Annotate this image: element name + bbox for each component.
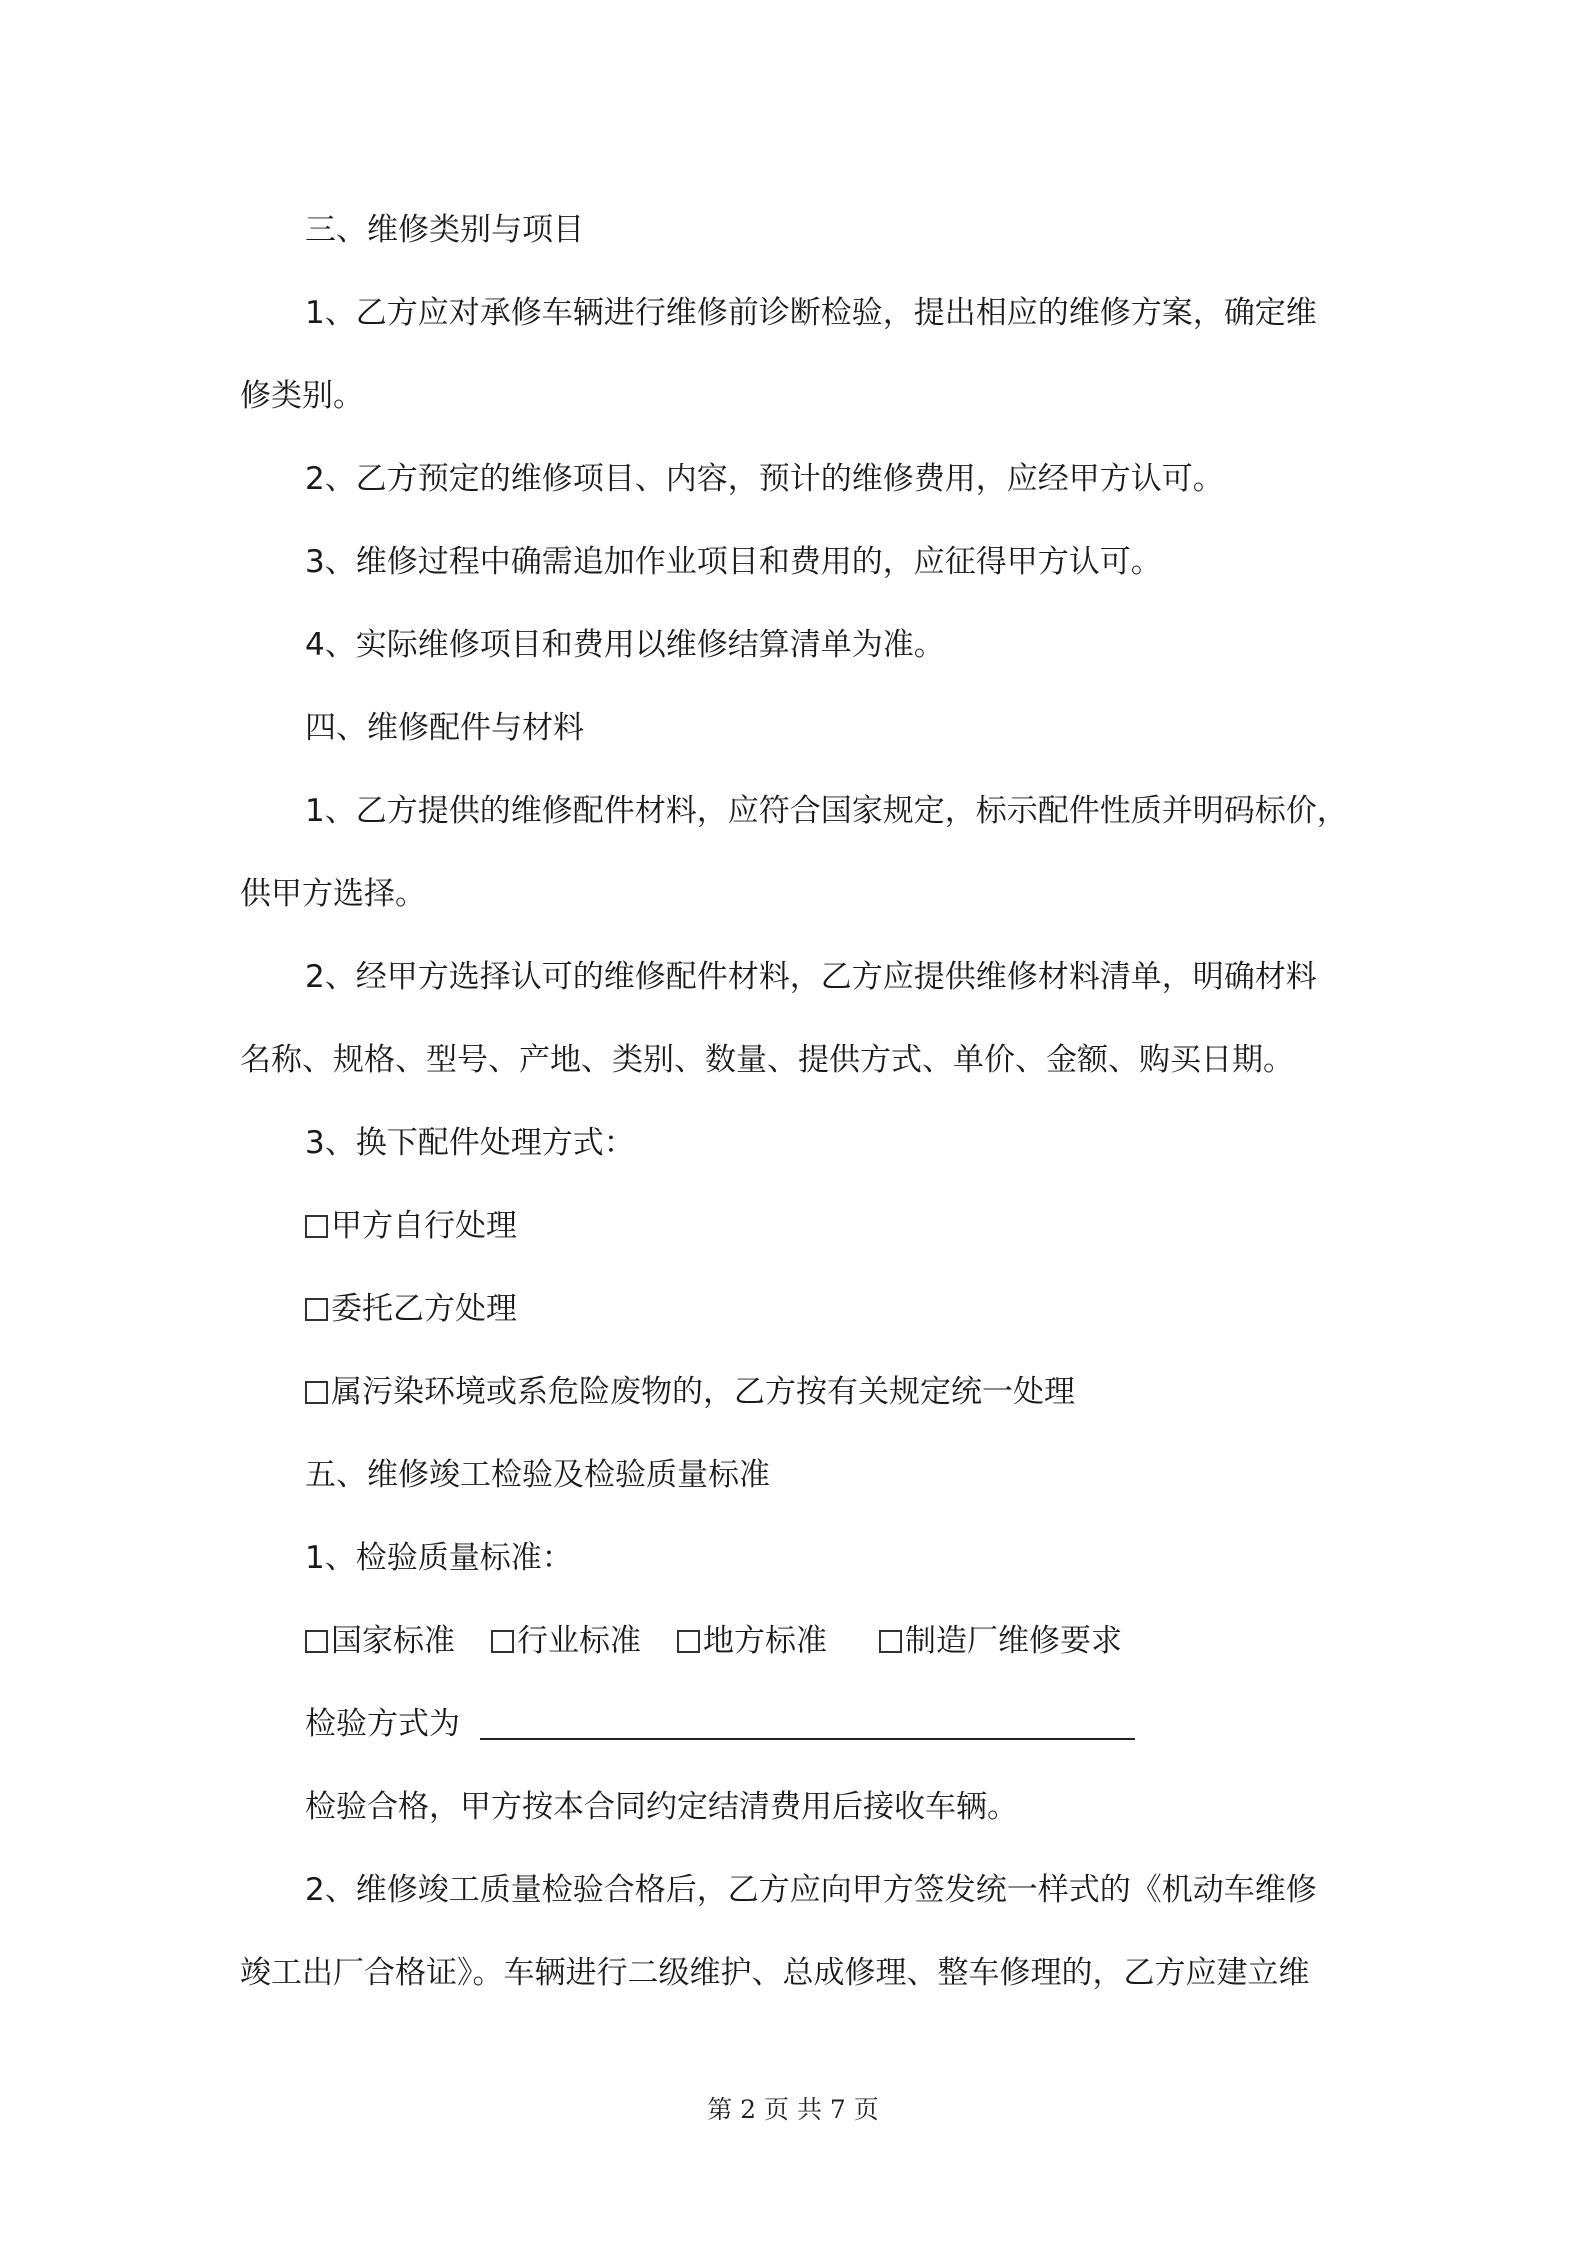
method-label: 检验方式为	[305, 1706, 460, 1742]
disposal-option[interactable]	[305, 1206, 517, 1246]
disposal-option[interactable]	[305, 1289, 517, 1329]
option-label: 委托乙方处理	[331, 1291, 517, 1327]
standard-option[interactable]	[879, 1621, 1122, 1661]
paragraph-line: 3、维修过程中确需追加作业项目和费用的，应征得甲方认可。	[305, 544, 1162, 580]
standard-option[interactable]	[677, 1621, 827, 1661]
checkbox[interactable]	[677, 1630, 700, 1653]
paragraph-line: 2、维修竣工质量检验合格后，乙方应向甲方签发统一样式的《机动车维修	[305, 1872, 1317, 1908]
paragraph-line: 2、经甲方选择认可的维修配件材料，乙方应提供维修材料清单，明确材料	[305, 959, 1317, 995]
standard-option[interactable]	[305, 1621, 455, 1661]
paragraph-line: 修类别。	[240, 378, 364, 414]
option-label: 行业标准	[517, 1623, 641, 1659]
option-label: 属污染环境或系危险废物的，乙方按有关规定统一处理	[331, 1374, 1075, 1410]
paragraph-line: 检验合格，甲方按本合同约定结清费用后接收车辆。	[305, 1789, 1018, 1825]
checkbox[interactable]	[305, 1215, 328, 1238]
standards-row	[305, 1621, 1122, 1661]
method-blank-field[interactable]	[480, 1708, 1135, 1740]
checkbox[interactable]	[879, 1630, 902, 1653]
standard-option[interactable]	[491, 1621, 641, 1661]
paragraph-line: 1、乙方提供的维修配件材料，应符合国家规定，标示配件性质并明码标价，	[305, 793, 1348, 829]
checkbox[interactable]	[491, 1630, 514, 1653]
paragraph-line: 供甲方选择。	[240, 876, 426, 912]
section-heading: 五、维修竣工检验及检验质量标准	[305, 1457, 770, 1493]
option-label: 甲方自行处理	[331, 1208, 517, 1244]
checkbox[interactable]	[305, 1630, 328, 1653]
checkbox[interactable]	[305, 1298, 328, 1321]
paragraph-line: 1、检验质量标准：	[305, 1540, 573, 1576]
checkbox[interactable]	[305, 1381, 328, 1404]
paragraph-line: 竣工出厂合格证》。车辆进行二级维护、总成修理、整车修理的，乙方应建立维	[240, 1955, 1310, 1991]
option-label: 制造厂维修要求	[905, 1623, 1122, 1659]
section-heading: 四、维修配件与材料	[305, 710, 584, 746]
paragraph-line: 2、乙方预定的维修项目、内容，预计的维修费用，应经甲方认可。	[305, 461, 1224, 497]
paragraph-line: 4、实际维修项目和费用以维修结算清单为准。	[305, 627, 945, 663]
paragraph-line: 名称、规格、型号、产地、类别、数量、提供方式、单价、金额、购买日期。	[240, 1042, 1294, 1078]
section-heading: 三、维修类别与项目	[305, 212, 584, 248]
paragraph-line: 3、换下配件处理方式：	[305, 1125, 635, 1161]
disposal-option[interactable]	[305, 1372, 1075, 1412]
page-footer: 第 2 页 共 7 页	[707, 2095, 879, 2124]
option-label: 地方标准	[703, 1623, 827, 1659]
method-row	[305, 1704, 1135, 1744]
paragraph-line: 1、乙方应对承修车辆进行维修前诊断检验，提出相应的维修方案，确定维	[305, 295, 1317, 331]
option-label: 国家标准	[331, 1623, 455, 1659]
